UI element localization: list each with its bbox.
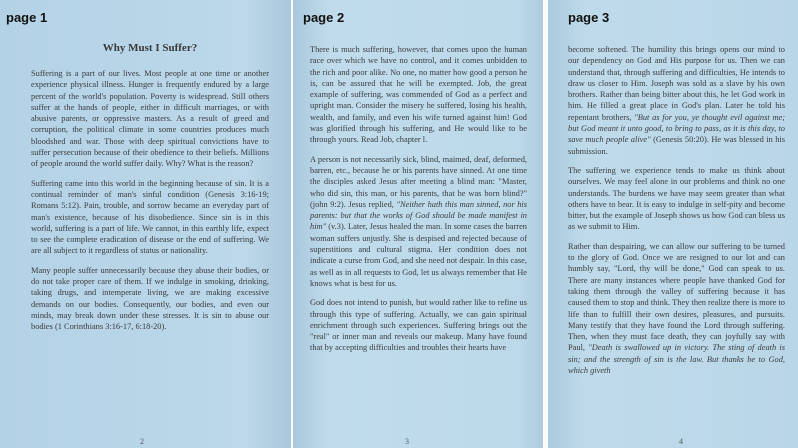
text-run: Rather than despairing, we can allow our suffering to be turned to the glory of God. Once we are resigned to our lot and can humbly say, "Lord, thy will be done," God can speak to us. There are many instances where people have thanked God for taking them through the valley of suffering because it has caused them to stop and think. They then realize there is more to life than to fulfill their own desires, pleasures, and pursuits. Many testify that they have found the Lord through suffering. Then, when they must face death, they can joyfully say with Paul, bbox=[568, 241, 785, 353]
page-label: page 3 bbox=[568, 10, 610, 25]
page-label: page 2 bbox=[303, 10, 345, 25]
page-text-body bbox=[568, 44, 785, 384]
page-number: 2 bbox=[140, 437, 144, 446]
paragraph: There is much suffering, however, that comes upon the human race over which we have no control, and it comes unbidden to the rich and poor alike. No one, no matter how good a person he is, can be assured that he will be exempted. Job, the great example of suffering, was commended of God as a perfect and upright man. Consider the misery he suffered, losing his health, wealth, and family, and even his wife turned against him! God was glorified through his suffering, and He would like to be through yours. Read Job, chapter l. bbox=[310, 45, 527, 145]
paragraph bbox=[568, 44, 785, 157]
scripture-quote: "Death is swallowed up in victory. The sting of death is sin; and the strength of sin is the law. But thanks be to God, which giveth bbox=[568, 343, 785, 376]
scripture-quote: "But as for you, ye thought evil against me; but God meant it unto good, to bring to pass, as it is this day, to save much people alive" bbox=[568, 112, 785, 145]
page-text-body bbox=[310, 44, 527, 362]
page-number: 3 bbox=[405, 437, 409, 446]
text-run: A person is not necessarily sick, blind, maimed, deaf, deformed, barren, etc., because he or his parents have sinned. At one time the disciples asked Jesus after meeting a blind man: "Master, who did sin, this man, or his parents, that he was born blind?" (john 9:2). Jesus replied, bbox=[310, 154, 527, 209]
page-label: page 1 bbox=[6, 10, 48, 25]
page-number: 4 bbox=[679, 437, 683, 446]
paragraph: God does not intend to punish, but would rather like to refine us through this type of suffering. Actually, we can gain spiritual enrichment through such experiences. Suffering brings out the "real" or inner man and reveals our makeup. Many have found that by accepting difficulties and troubles their hearts have bbox=[310, 298, 527, 353]
page-panel-1 bbox=[0, 0, 291, 448]
scripture-quote: "Neither hath this man sinned, nor his parents: but that the works of God should be made manifest in him" bbox=[310, 199, 528, 232]
paragraph: Many people suffer unnecessarily because they abuse their bodies, or do not take proper care of them. If we indulge in smoking, drinking, taking drugs, and intemperate living, we are making excessive demands on our bodies. Consequently, our bodies, and even our minds, may break down under these stresses. It is sin to abuse our bodies (1 Corinthians 3:16-17, 6:18-20). bbox=[31, 265, 269, 332]
paragraph: Suffering is a part of our lives. Most people at one time or another experience physical illness. Hunger is frequently endured by a large percent of the world's population. Poverty is widespread. Still others suffer at the hands of people, either in difficult marriages, or with abusive parents, or oppressive masters. As a result of greed and corruption, the political climate in some countries produces much bloodshed and war. Those with deep spiritual convictions have to suffer persecution because of their obedience to their beliefs. Millions of people around the world suffer daily. Why? What is the reason? bbox=[31, 69, 269, 169]
text-run: become softened. The humility this brings opens our mind to our dependency on God and His purpose for us. Then we can understand that, through suffering and difficulties, He intends to draw us closer to Him. Joseph was sold as a slave by his own brothers. Rather than being bitter about this, he let God work in him. He filled a great place in God's plan. Later he told his repentant brothers, bbox=[568, 45, 785, 122]
article-title: Why Must I Suffer? bbox=[102, 42, 198, 54]
paragraph: The suffering we experience tends to make us think about ourselves. We may feel alone in our problems and think no one understands. The burdens we have may seem greater than what others have to bear. It is easy to indulge in self-pity and become bitter, but the example of Joseph shows us how God can bless us as we submit to Him. bbox=[568, 165, 785, 232]
text-run: (Genesis 50:20). He was blessed in his submission. bbox=[568, 135, 786, 156]
text-run: (v.3). Later, Jesus healed the man. In some cases the barren woman suffers unjustly. She is despised and rejected because of superstitions and cultural stigma. Her condition does not indicate a curse from God, and she need not despair. In this case, as well as in all requests to God, let us always remember that He knows what is best for us. bbox=[310, 222, 527, 288]
page-panel-2 bbox=[293, 0, 543, 448]
paragraph bbox=[568, 241, 785, 377]
page-panel-3 bbox=[548, 0, 798, 448]
paragraph bbox=[310, 154, 527, 290]
paragraph: Suffering came into this world in the beginning because of sin. It is a continual reminder of man's sinful condition (Genesis 3:16-19; Romans 5:12). Pain, trouble, and sorrow became an everyday part of man's existence, because of his disobedience. Since sin is in this world, suffering is a part of life. We cannot, in this earthly life, expect to see the complete eradication of disease or the end of suffering. We are all subject to it regardless of status or nationality. bbox=[31, 178, 269, 256]
page-text-body bbox=[31, 68, 269, 341]
